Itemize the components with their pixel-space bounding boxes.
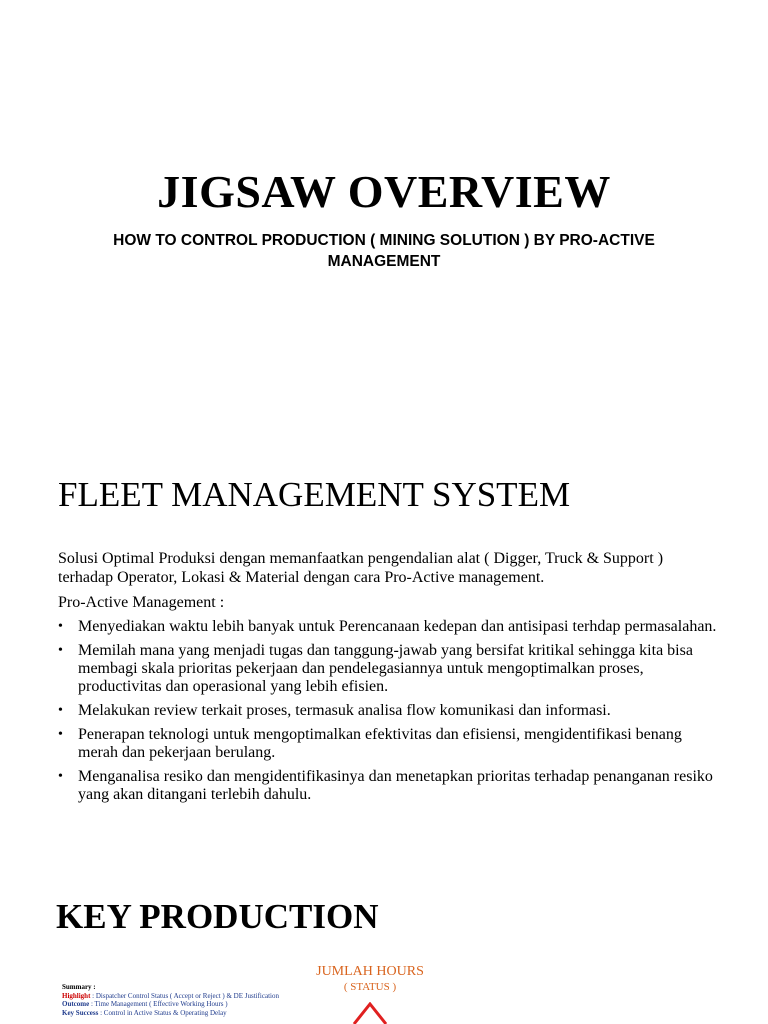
bullet-icon: • xyxy=(58,727,63,742)
bullet-icon: • xyxy=(58,643,63,658)
bullet-icon: • xyxy=(58,619,63,634)
outcome-label: Outcome xyxy=(62,1000,90,1008)
jumlah-hours-label: JUMLAH HOURS xyxy=(316,964,424,979)
bullet-text: Penerapan teknologi untuk mengoptimalkan efektivitas dan efisiensi, mengidentifikasi benang merah dan pekerjaan berulang. xyxy=(78,726,682,761)
keysuccess-value: : Control in Active Status & Operating Delay xyxy=(100,1008,227,1017)
highlight-label: Highlight xyxy=(62,991,91,1000)
summary-label: Summary : xyxy=(62,983,96,991)
highlight-value: : Dispatcher Control Status ( Accept or Reject ) & DE Justification xyxy=(92,991,279,1000)
slide-fleet-management xyxy=(0,430,768,870)
key-production-title: KEY PRODUCTION xyxy=(56,897,379,936)
bullet-list xyxy=(58,618,718,804)
status-label: ( STATUS ) xyxy=(343,981,397,993)
intro-block xyxy=(58,549,718,810)
page-title: JIGSAW OVERVIEW xyxy=(157,166,611,217)
section-title: FLEET MANAGEMENT SYSTEM xyxy=(58,475,571,514)
bullet-text: Menyediakan waktu lebih banyak untuk Perencanaan kedepan dan antisipasi terhdap permasalahan. xyxy=(78,618,717,635)
list-item xyxy=(58,726,718,762)
bullet-text: Melakukan review terkait proses, termasuk analisa flow komunikasi dan informasi. xyxy=(78,702,611,719)
list-item xyxy=(58,702,718,720)
triangle-icon xyxy=(350,1002,390,1024)
bullet-text: Menganalisa resiko dan mengidentifikasinya dan menetapkan prioritas terhadap penanganan resiko yang akan ditangani terlebih dahulu. xyxy=(78,768,713,803)
bullet-icon: • xyxy=(58,769,63,784)
intro-paragraph: Solusi Optimal Produksi dengan memanfaatkan pengendalian alat ( Digger, Truck & Support ) terhadap Operator, Lokasi & Material dengan cara Pro-Active management. xyxy=(58,550,664,586)
list-item xyxy=(58,768,718,804)
summary-key-success xyxy=(62,1009,362,1018)
bullet-icon: • xyxy=(58,703,63,718)
keysuccess-label: Key Success xyxy=(62,1008,99,1017)
page-subtitle: HOW TO CONTROL PRODUCTION ( MINING SOLUTION ) BY PRO-ACTIVE MANAGEMENT xyxy=(113,232,655,270)
slide-title xyxy=(0,0,768,430)
list-item xyxy=(58,642,718,696)
outcome-value: : Time Management ( Effective Working Hours ) xyxy=(90,1000,228,1008)
summary-outcome xyxy=(62,1000,362,1009)
bullet-text: Memilah mana yang menjadi tugas dan tanggung-jawab yang bersifat kritikal sehingga kita bisa membagi skala prioritas pekerjaan dan pendelegasiannya untuk mengoptimalkan proses, productivitas dan operasional yang lebih efisien. xyxy=(78,642,693,695)
list-item xyxy=(58,618,718,636)
slide-key-production xyxy=(0,870,768,1024)
pro-active-label: Pro-Active Management : xyxy=(58,594,225,611)
